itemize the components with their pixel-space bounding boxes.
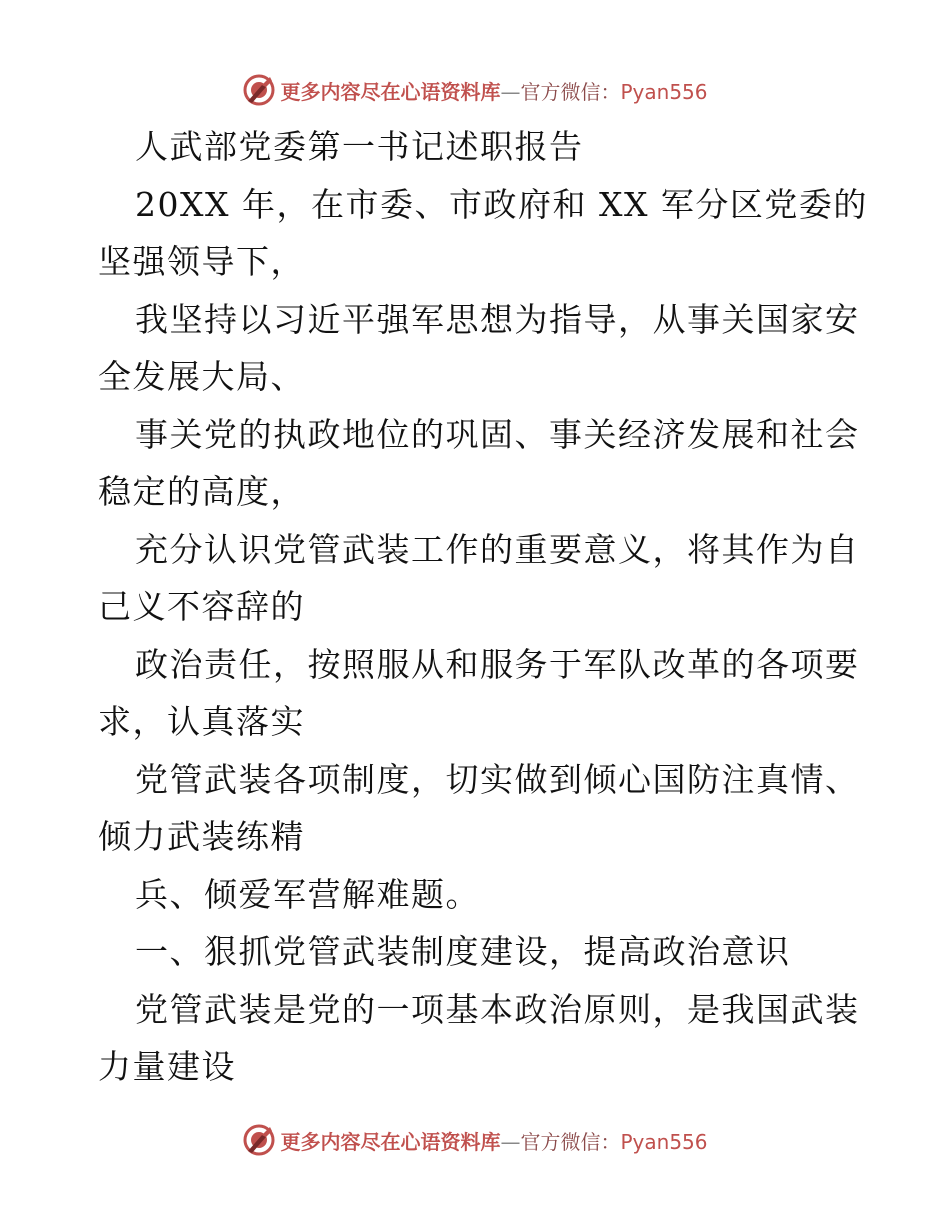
pen-logo-icon [242,1123,276,1157]
paragraph-line: 20XX 年，在市委、市政府和 XX 军分区党委的 [135,184,868,224]
paragraph-line: 全发展大局、 [98,357,305,396]
paragraph-line: 党管武装是党的一项基本政治原则，是我国武装 [135,989,860,1029]
paragraph-line: 事关党的执政地位的巩固、事关经济发展和社会 [135,414,860,454]
document-body [98,118,868,1096]
section-heading: 一、狠抓党管武装制度建设，提高政治意识 [135,932,791,971]
pen-logo-icon [242,73,276,107]
paragraph-line: 充分认识党管武装工作的重要意义，将其作为自 [135,529,860,569]
paragraph-line: 力量建设 [98,1047,236,1086]
watermark-text: 更多内容尽在心语资料库—官方微信：Pyan556 [280,79,708,104]
paragraph-line: 求，认真落实 [98,702,305,741]
paragraph-line: 己义不容辞的 [98,587,305,626]
watermark-text: 更多内容尽在心语资料库—官方微信：Pyan556 [280,1129,708,1154]
paragraph-line: 我坚持以习近平强军思想为指导，从事关国家安 [135,299,860,339]
paragraph-line: 稳定的高度， [98,472,305,511]
paragraph-line: 坚强领导下， [98,242,305,281]
paragraph-line: 倾力武装练精 [98,817,305,856]
header-watermark-banner [0,70,950,110]
paragraph-line: 兵、倾爱军营解难题。 [135,874,480,914]
paragraph-line: 党管武装各项制度，切实做到倾心国防注真情、 [135,759,860,799]
document-title: 人武部党委第一书记述职报告 [135,127,584,166]
footer-watermark-banner [0,1120,950,1160]
paragraph-line: 政治责任，按照服从和服务于军队改革的各项要 [135,644,860,684]
